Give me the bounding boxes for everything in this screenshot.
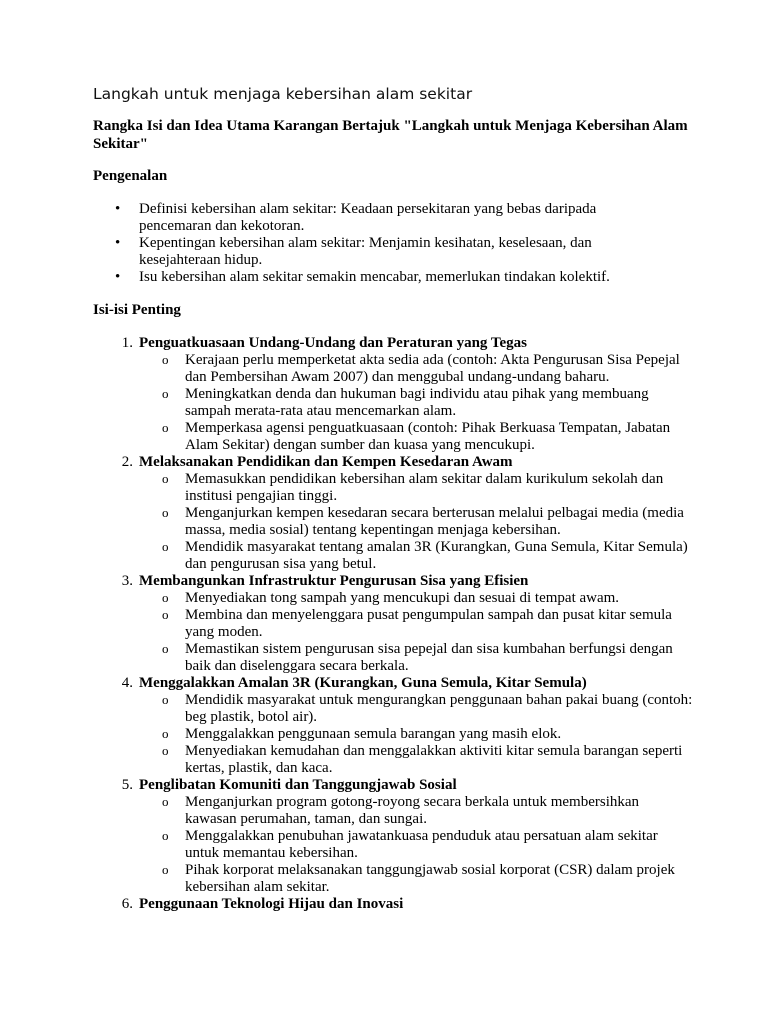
sub-bullet-icon: o — [162, 539, 169, 554]
intro-heading: Pengenalan — [93, 168, 168, 184]
section-item: 3. Membangunkan Infrastruktur Pengurusan Sisa yang Efisien o Menyediakan tong sampah yang mencukupi dan sesuai di tempat awam. o Membina dan menyelenggara pusat pengumpulan sampah dan pusat kitar semula yang moden. o Memastikan sistem pengurusan sisa pepejal dan sisa kumbahan berfungsi dengan baik dan diselenggara secara berkala. — [93, 573, 693, 675]
sub-bullet-icon: o — [162, 420, 169, 435]
section-title: Membangunkan Infrastruktur Pengurusan Sisa yang Efisien — [139, 573, 529, 589]
sub-list — [139, 471, 693, 573]
sub-bullet-icon: o — [162, 505, 169, 520]
list-item: o Menyediakan tong sampah yang mencukupi dan sesuai di tempat awam. — [162, 590, 620, 606]
list-item: o Menyediakan kemudahan dan menggalakkan aktiviti kitar semula barangan seperti kertas, plastik, dan kaca. — [162, 743, 683, 776]
list-item: • Definisi kebersihan alam sekitar: Keadaan persekitaran yang bebas daripada pencemaran dan kekotoran. — [115, 201, 597, 234]
sub-list — [139, 692, 693, 777]
document-title: Langkah untuk menjaga kebersihan alam sekitar — [93, 85, 473, 103]
sub-bullet-icon: o — [162, 352, 169, 367]
list-item: o Memastikan sistem pengurusan sisa pepejal dan sisa kumbahan berfungsi dengan baik dan diselenggara secara berkala. — [162, 641, 673, 674]
sub-bullet-icon: o — [162, 590, 169, 605]
list-item: o Menggalakkan penggunaan semula barangan yang masih elok. — [162, 726, 562, 742]
sub-bullet-icon: o — [162, 641, 169, 656]
sub-bullet-icon: o — [162, 862, 169, 877]
sub-list — [139, 352, 693, 454]
section-title: Menggalakkan Amalan 3R (Kurangkan, Guna Semula, Kitar Semula) — [139, 675, 587, 691]
list-item: o Kerajaan perlu memperketat akta sedia ada (contoh: Akta Pengurusan Sisa Pepejal dan Pembersihan Awam 2007) dan menggubal undang-undang baharu. — [162, 352, 680, 385]
list-item: o Menganjurkan kempen kesedaran secara berterusan melalui pelbagai media (media massa, media sosial) tentang kepentingan menjaga kebersihan. — [162, 505, 684, 538]
section-title: Melaksanakan Pendidikan dan Kempen Kesedaran Awam — [139, 454, 513, 470]
main-points-list — [93, 335, 693, 913]
section-title: Penguatkuasaan Undang-Undang dan Peraturan yang Tegas — [139, 335, 528, 351]
intro-bullet-list — [93, 201, 653, 286]
list-item: o Mendidik masyarakat tentang amalan 3R (Kurangkan, Guna Semula, Kitar Semula) dan pengurusan sisa yang betul. — [162, 539, 688, 572]
sub-list — [139, 590, 693, 675]
list-item: • Kepentingan kebersihan alam sekitar: Menjamin kesihatan, keselesaan, dan kesejahteraan hidup. — [115, 235, 592, 268]
list-item: o Memperkasa agensi penguatkuasaan (contoh: Pihak Berkuasa Tempatan, Jabatan Alam Sekitar) dengan sumber dan kuasa yang mencukupi. — [162, 420, 671, 453]
list-item: • Isu kebersihan alam sekitar semakin mencabar, memerlukan tindakan kolektif. — [115, 269, 610, 285]
sub-bullet-icon: o — [162, 828, 169, 843]
list-item: o Memasukkan pendidikan kebersihan alam sekitar dalam kurikulum sekolah dan institusi pengajian tinggi. — [162, 471, 664, 504]
section-item: 1. Penguatkuasaan Undang-Undang dan Peraturan yang Tegas o Kerajaan perlu memperketat akta sedia ada (contoh: Akta Pengurusan Sisa Pepejal dan Pembersihan Awam 2007) dan menggubal undang-undang baharu. o Meningkatkan denda dan hukuman bagi individu atau pihak yang membuang sampah merata-rata atau mencemarkan alam. o Memperkasa agensi penguatkuasaan (contoh: Pihak Berkuasa Tempatan, Jabatan Alam Sekitar) dengan sumber dan kuasa yang mencukupi. — [93, 335, 693, 454]
section-item: 2. Melaksanakan Pendidikan dan Kempen Kesedaran Awam o Memasukkan pendidikan kebersihan alam sekitar dalam kurikulum sekolah dan institusi pengajian tinggi. o Menganjurkan kempen kesedaran secara berterusan melalui pelbagai media (media massa, media sosial) tentang kepentingan menjaga kebersihan. o Mendidik masyarakat tentang amalan 3R (Kurangkan, Guna Semula, Kitar Semula) dan pengurusan sisa yang betul. — [93, 454, 693, 573]
section-item: 5. Penglibatan Komuniti dan Tanggungjawab Sosial o Menganjurkan program gotong-royong secara berkala untuk membersihkan kawasan perumahan, taman, dan sungai. o Menggalakkan penubuhan jawatankuasa penduduk atau persatuan alam sekitar untuk memantau kebersihan. o Pihak korporat melaksanakan tanggungjawab sosial korporat (CSR) dalam projek kebersihan alam sekitar. — [93, 777, 693, 896]
sub-bullet-icon: o — [162, 692, 169, 707]
sub-bullet-icon: o — [162, 386, 169, 401]
list-item: o Menganjurkan program gotong-royong secara berkala untuk membersihkan kawasan perumahan, taman, dan sungai. — [162, 794, 640, 827]
sub-bullet-icon: o — [162, 726, 169, 741]
essay-subtitle: Rangka Isi dan Idea Utama Karangan Bertajuk "Langkah untuk Menjaga Kebersihan Alam Sekitar" — [93, 118, 688, 152]
section-title: Penggunaan Teknologi Hijau dan Inovasi — [139, 896, 404, 912]
list-item: o Menggalakkan penubuhan jawatankuasa penduduk atau persatuan alam sekitar untuk memantau kebersihan. — [162, 828, 658, 861]
sub-bullet-icon: o — [162, 794, 169, 809]
sub-bullet-icon: o — [162, 471, 169, 486]
sub-bullet-icon: o — [162, 607, 169, 622]
list-item: o Meningkatkan denda dan hukuman bagi individu atau pihak yang membuang sampah merata-rata atau mencemarkan alam. — [162, 386, 649, 419]
bullet-icon: • — [115, 269, 121, 285]
bullet-icon: • — [115, 235, 121, 251]
list-item: o Mendidik masyarakat untuk mengurangkan penggunaan bahan pakai buang (contoh: beg plastik, botol air). — [162, 692, 693, 725]
list-item: o Pihak korporat melaksanakan tanggungjawab sosial korporat (CSR) dalam projek kebersihan alam sekitar. — [162, 862, 675, 895]
list-item: o Membina dan menyelenggara pusat pengumpulan sampah dan pusat kitar semula yang moden. — [162, 607, 672, 640]
section-title: Penglibatan Komuniti dan Tanggungjawab Sosial — [139, 777, 457, 793]
sub-bullet-icon: o — [162, 743, 169, 758]
main-points-heading: Isi-isi Penting — [93, 302, 181, 318]
section-item: 6. Penggunaan Teknologi Hijau dan Inovasi — [93, 896, 693, 913]
sub-list — [139, 794, 693, 896]
bullet-icon: • — [115, 201, 121, 217]
section-item: 4. Menggalakkan Amalan 3R (Kurangkan, Guna Semula, Kitar Semula) o Mendidik masyarakat untuk mengurangkan penggunaan bahan pakai buang (contoh: beg plastik, botol air). o Menggalakkan penggunaan semula barangan yang masih elok. o Menyediakan kemudahan dan menggalakkan aktiviti kitar semula barangan seperti kertas, plastik, dan kaca. — [121, 675, 693, 776]
